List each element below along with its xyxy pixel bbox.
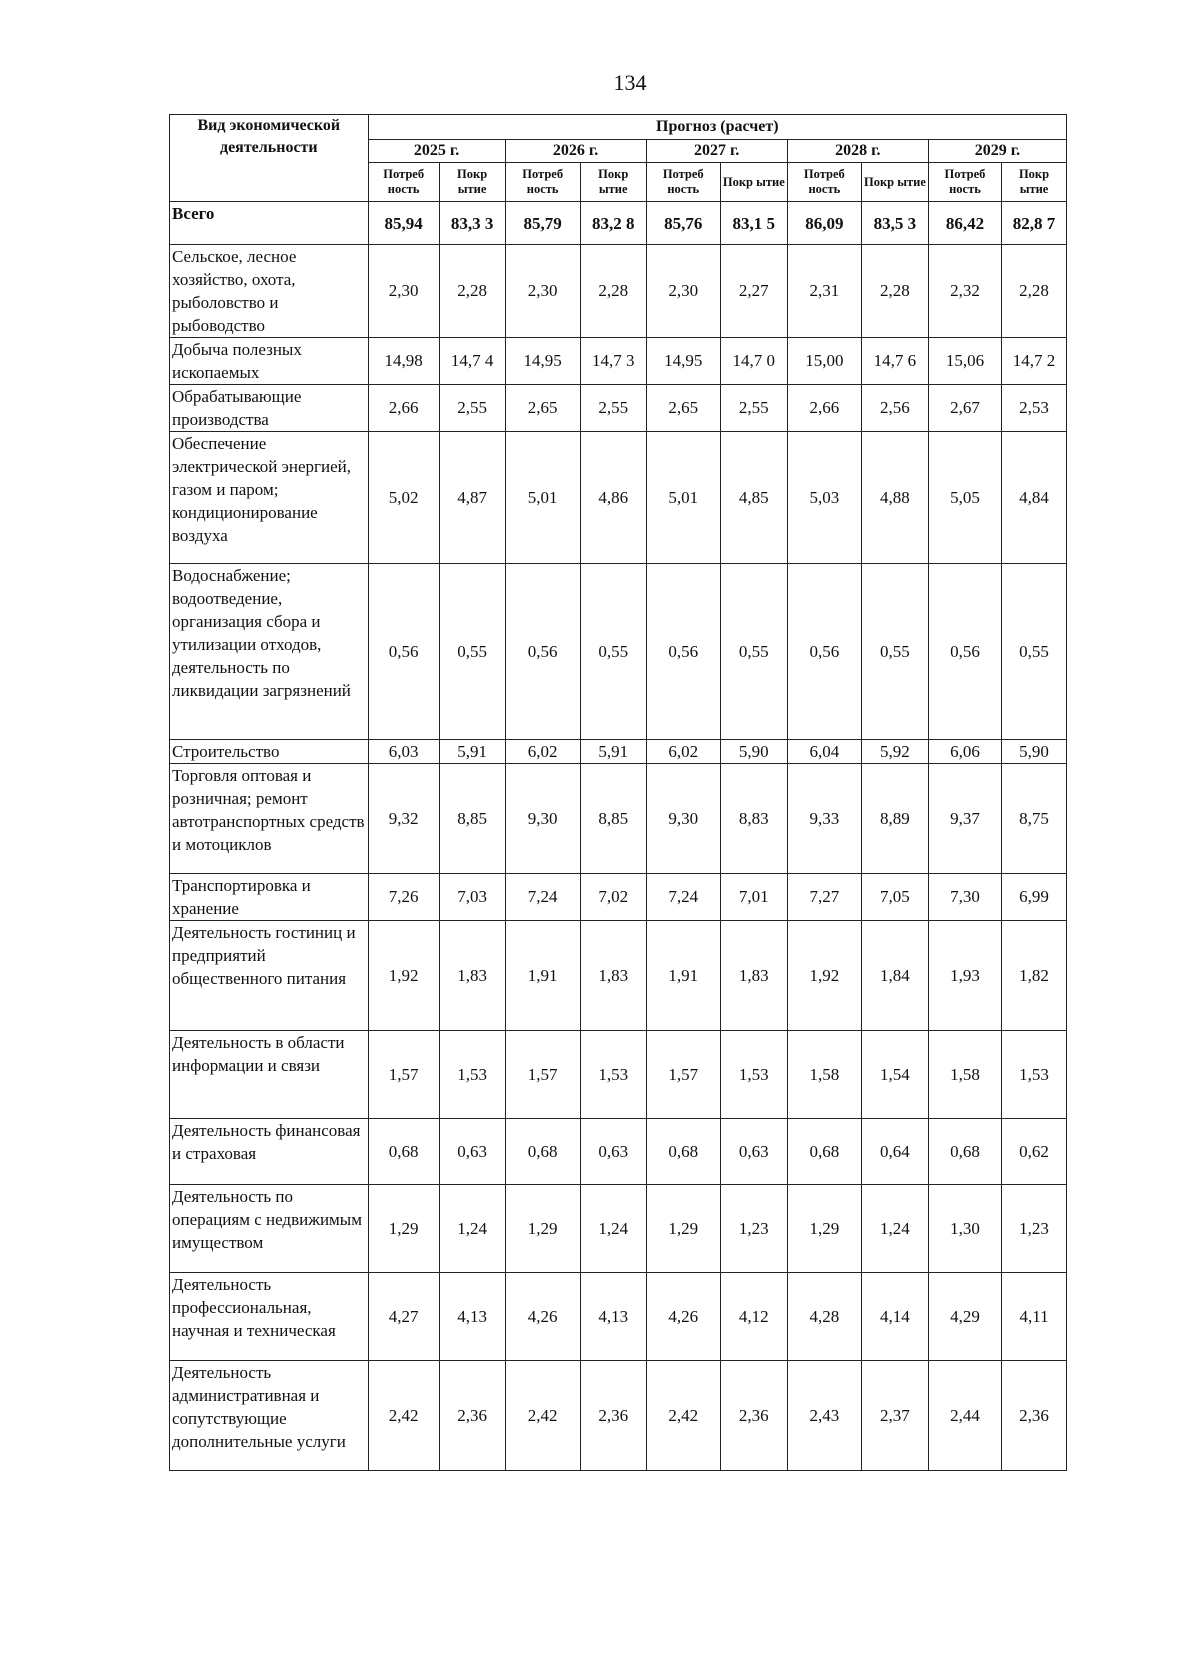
need-value: 1,57 (368, 1031, 439, 1119)
need-value: 85,94 (368, 202, 439, 245)
cover-value: 83,5 3 (861, 202, 928, 245)
need-value: 6,03 (368, 740, 439, 764)
table-row (170, 564, 1067, 740)
cover-value: 83,1 5 (720, 202, 787, 245)
table-row (170, 1031, 1067, 1119)
cover-value: 0,62 (1002, 1119, 1067, 1185)
cover-value: 14,7 0 (720, 338, 787, 385)
cover-value: 0,55 (1002, 564, 1067, 740)
cover-value: 0,64 (861, 1119, 928, 1185)
cover-value: 2,36 (1002, 1361, 1067, 1471)
cover-value: 2,37 (861, 1361, 928, 1471)
table-row (170, 1273, 1067, 1361)
cover-value: 2,53 (1002, 385, 1067, 432)
table-header (170, 115, 1067, 202)
cover-value: 2,55 (580, 385, 646, 432)
need-value: 2,65 (646, 385, 720, 432)
need-value: 4,28 (787, 1273, 861, 1361)
need-value: 5,01 (505, 432, 580, 564)
cover-value: 7,05 (861, 874, 928, 921)
need-value: 1,58 (928, 1031, 1001, 1119)
need-value: 0,68 (646, 1119, 720, 1185)
need-value: 2,31 (787, 245, 861, 338)
cover-value: 8,89 (861, 764, 928, 874)
cover-value: 8,85 (580, 764, 646, 874)
cover-value: 1,24 (861, 1185, 928, 1273)
need-value: 4,27 (368, 1273, 439, 1361)
cover-value: 14,7 4 (439, 338, 505, 385)
need-value: 1,30 (928, 1185, 1001, 1273)
need-value: 1,58 (787, 1031, 861, 1119)
cover-value: 1,23 (720, 1185, 787, 1273)
need-value: 14,98 (368, 338, 439, 385)
need-value: 5,01 (646, 432, 720, 564)
need-value: 2,30 (505, 245, 580, 338)
cover-value: 4,12 (720, 1273, 787, 1361)
cover-value: 0,55 (720, 564, 787, 740)
cover-value: 2,28 (580, 245, 646, 338)
table-row (170, 1185, 1067, 1273)
need-value: 85,76 (646, 202, 720, 245)
cover-value: 2,36 (720, 1361, 787, 1471)
need-value: 0,68 (368, 1119, 439, 1185)
table-row (170, 921, 1067, 1031)
need-value: 2,43 (787, 1361, 861, 1471)
cover-value: 14,7 3 (580, 338, 646, 385)
cover-value: 2,27 (720, 245, 787, 338)
table-row (170, 740, 1067, 764)
need-value: 9,30 (646, 764, 720, 874)
cover-value: 5,90 (720, 740, 787, 764)
need-value: 2,66 (787, 385, 861, 432)
cover-value: 1,23 (1002, 1185, 1067, 1273)
table-row (170, 202, 1067, 245)
need-header: Потреб ность (505, 163, 580, 202)
activity-label: Обеспечение электрической энергией, газом и паром; кондиционирование воздуха (170, 432, 369, 564)
cover-value: 5,91 (439, 740, 505, 764)
activity-label: Сельское, лесное хозяйство, охота, рыболовство и рыбоводство (170, 245, 369, 338)
cover-header: Покр ытие (861, 163, 928, 202)
cover-value: 2,56 (861, 385, 928, 432)
need-value: 85,79 (505, 202, 580, 245)
cover-value: 14,7 6 (861, 338, 928, 385)
cover-value: 1,53 (1002, 1031, 1067, 1119)
need-value: 0,56 (787, 564, 861, 740)
need-header: Потреб ность (928, 163, 1001, 202)
table-row (170, 245, 1067, 338)
cover-value: 2,28 (861, 245, 928, 338)
need-value: 2,42 (505, 1361, 580, 1471)
need-value: 15,00 (787, 338, 861, 385)
cover-value: 0,63 (439, 1119, 505, 1185)
cover-value: 1,82 (1002, 921, 1067, 1031)
need-value: 0,68 (787, 1119, 861, 1185)
cover-value: 1,54 (861, 1031, 928, 1119)
need-value: 1,91 (505, 921, 580, 1031)
cover-header: Покр ытие (720, 163, 787, 202)
cover-value: 5,91 (580, 740, 646, 764)
need-value: 0,56 (505, 564, 580, 740)
need-value: 0,68 (505, 1119, 580, 1185)
need-value: 2,30 (646, 245, 720, 338)
need-value: 1,29 (646, 1185, 720, 1273)
activity-label: Водоснабжение; водоотведение, организация сбора и утилизации отходов, деятельность по ликвидации загрязнений (170, 564, 369, 740)
cover-value: 4,13 (580, 1273, 646, 1361)
need-value: 2,67 (928, 385, 1001, 432)
cover-value: 5,90 (1002, 740, 1067, 764)
need-value: 6,02 (505, 740, 580, 764)
need-value: 2,42 (646, 1361, 720, 1471)
cover-value: 1,53 (439, 1031, 505, 1119)
need-value: 2,44 (928, 1361, 1001, 1471)
need-value: 0,56 (646, 564, 720, 740)
cover-value: 4,87 (439, 432, 505, 564)
need-value: 1,29 (505, 1185, 580, 1273)
need-value: 4,29 (928, 1273, 1001, 1361)
table-row (170, 764, 1067, 874)
need-value: 1,92 (787, 921, 861, 1031)
need-value: 2,30 (368, 245, 439, 338)
cover-value: 4,85 (720, 432, 787, 564)
cover-header: Покр ытие (439, 163, 505, 202)
activity-label: Деятельность по операциям с недвижимым имуществом (170, 1185, 369, 1273)
cover-value: 14,7 2 (1002, 338, 1067, 385)
need-value: 7,24 (505, 874, 580, 921)
need-value: 7,30 (928, 874, 1001, 921)
activity-label: Деятельность финансовая и страховая (170, 1119, 369, 1185)
cover-value: 7,03 (439, 874, 505, 921)
cover-value: 4,13 (439, 1273, 505, 1361)
need-value: 0,56 (368, 564, 439, 740)
cover-value: 5,92 (861, 740, 928, 764)
need-value: 14,95 (646, 338, 720, 385)
need-value: 9,32 (368, 764, 439, 874)
need-value: 9,33 (787, 764, 861, 874)
year-header: 2026 г. (505, 140, 646, 163)
activity-label: Торговля оптовая и розничная; ремонт автотранспортных средств и мотоциклов (170, 764, 369, 874)
need-value: 1,92 (368, 921, 439, 1031)
need-value: 0,68 (928, 1119, 1001, 1185)
year-header: 2025 г. (368, 140, 505, 163)
cover-value: 4,84 (1002, 432, 1067, 564)
cover-value: 1,83 (580, 921, 646, 1031)
need-value: 7,26 (368, 874, 439, 921)
cover-value: 83,2 8 (580, 202, 646, 245)
forecast-header: Прогноз (расчет) (368, 115, 1066, 140)
cover-value: 1,83 (439, 921, 505, 1031)
cover-value: 1,84 (861, 921, 928, 1031)
table-row (170, 1119, 1067, 1185)
need-value: 1,93 (928, 921, 1001, 1031)
cover-header: Покр ытие (580, 163, 646, 202)
cover-value: 4,14 (861, 1273, 928, 1361)
cover-value: 2,28 (1002, 245, 1067, 338)
cover-value: 1,53 (580, 1031, 646, 1119)
cover-value: 2,36 (439, 1361, 505, 1471)
need-value: 5,05 (928, 432, 1001, 564)
cover-value: 83,3 3 (439, 202, 505, 245)
cover-value: 0,63 (580, 1119, 646, 1185)
year-header: 2028 г. (787, 140, 928, 163)
activity-label: Деятельность административная и сопутствующие дополнительные услуги (170, 1361, 369, 1471)
cover-value: 0,55 (439, 564, 505, 740)
need-value: 7,24 (646, 874, 720, 921)
need-value: 1,29 (368, 1185, 439, 1273)
need-value: 14,95 (505, 338, 580, 385)
year-header: 2029 г. (928, 140, 1066, 163)
cover-value: 8,75 (1002, 764, 1067, 874)
activity-label: Добыча полезных ископаемых (170, 338, 369, 385)
need-value: 86,42 (928, 202, 1001, 245)
cover-value: 0,63 (720, 1119, 787, 1185)
cover-value: 4,88 (861, 432, 928, 564)
cover-header: Покр ытие (1002, 163, 1067, 202)
need-header: Потреб ность (787, 163, 861, 202)
cover-value: 6,99 (1002, 874, 1067, 921)
need-value: 6,04 (787, 740, 861, 764)
cover-value: 0,55 (861, 564, 928, 740)
need-value: 6,02 (646, 740, 720, 764)
cover-value: 2,28 (439, 245, 505, 338)
need-value: 5,03 (787, 432, 861, 564)
activity-label: Транспортировка и хранение (170, 874, 369, 921)
cover-value: 1,24 (439, 1185, 505, 1273)
need-value: 9,30 (505, 764, 580, 874)
activity-label: Деятельность профессиональная, научная и техническая (170, 1273, 369, 1361)
table-row (170, 432, 1067, 564)
need-value: 7,27 (787, 874, 861, 921)
need-value: 0,56 (928, 564, 1001, 740)
activity-header: Вид экономической деятельности (170, 115, 369, 202)
forecast-table (169, 114, 1067, 1471)
need-value: 1,29 (787, 1185, 861, 1273)
need-value: 86,09 (787, 202, 861, 245)
page-number: 134 (613, 70, 647, 95)
need-value: 6,06 (928, 740, 1001, 764)
activity-label: Деятельность в области информации и связи (170, 1031, 369, 1119)
cover-value: 2,55 (439, 385, 505, 432)
table-body (170, 202, 1067, 1471)
activity-label: Деятельность гостиниц и предприятий общественного питания (170, 921, 369, 1031)
need-header: Потреб ность (646, 163, 720, 202)
year-header: 2027 г. (646, 140, 787, 163)
need-value: 4,26 (646, 1273, 720, 1361)
need-value: 9,37 (928, 764, 1001, 874)
cover-value: 1,53 (720, 1031, 787, 1119)
cover-value: 2,36 (580, 1361, 646, 1471)
cover-value: 1,83 (720, 921, 787, 1031)
cover-value: 1,24 (580, 1185, 646, 1273)
table-row (170, 338, 1067, 385)
table-row (170, 385, 1067, 432)
cover-value: 8,83 (720, 764, 787, 874)
need-value: 5,02 (368, 432, 439, 564)
need-value: 1,57 (505, 1031, 580, 1119)
need-value: 2,32 (928, 245, 1001, 338)
cover-value: 7,01 (720, 874, 787, 921)
table-row (170, 874, 1067, 921)
activity-label: Всего (170, 202, 369, 245)
cover-value: 8,85 (439, 764, 505, 874)
cover-value: 2,55 (720, 385, 787, 432)
need-value: 1,91 (646, 921, 720, 1031)
need-value: 2,42 (368, 1361, 439, 1471)
need-value: 2,66 (368, 385, 439, 432)
cover-value: 82,8 7 (1002, 202, 1067, 245)
need-value: 15,06 (928, 338, 1001, 385)
cover-value: 0,55 (580, 564, 646, 740)
activity-label: Обрабатывающие производства (170, 385, 369, 432)
need-value: 4,26 (505, 1273, 580, 1361)
cover-value: 7,02 (580, 874, 646, 921)
cover-value: 4,86 (580, 432, 646, 564)
table-row (170, 1361, 1067, 1471)
cover-value: 4,11 (1002, 1273, 1067, 1361)
activity-label: Строительство (170, 740, 369, 764)
need-value: 2,65 (505, 385, 580, 432)
need-value: 1,57 (646, 1031, 720, 1119)
need-header: Потреб ность (368, 163, 439, 202)
